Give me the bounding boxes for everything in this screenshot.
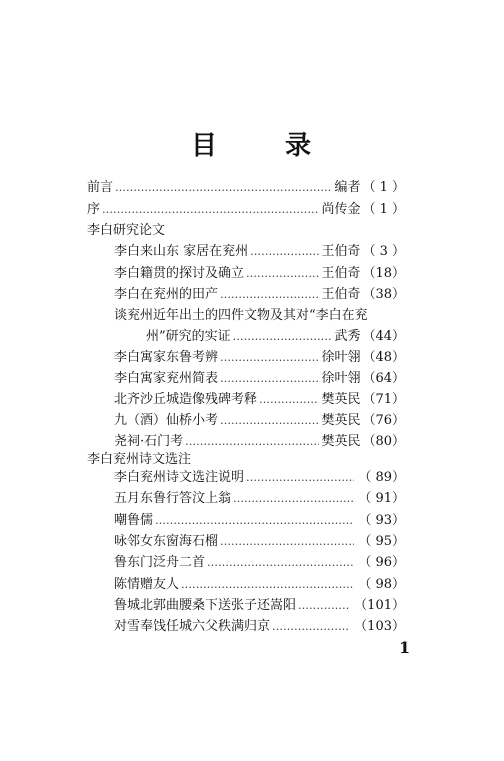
entry-title: 李白寓家东鲁考辨 [114, 350, 219, 365]
leader-dots [220, 371, 319, 387]
entry-title: 尧祠·石门考 [114, 434, 184, 449]
entry-page: （44） [362, 329, 405, 344]
entry-title: 咏邻女东窗海石榴 [114, 534, 219, 549]
toc-entry [114, 413, 405, 429]
toc-entry-foreword [87, 202, 405, 218]
toc-entry [114, 555, 405, 571]
leader-dots [115, 180, 332, 196]
entry-page: （38） [362, 287, 405, 302]
section-heading: 李白兖州诗文选注 [87, 452, 192, 467]
entry-title: 北齐沙丘城造像残碑考释 [114, 392, 258, 407]
toc-entry [114, 350, 405, 366]
leader-dots [220, 350, 319, 366]
leader-dots [246, 470, 354, 486]
toc-entry [114, 491, 405, 507]
leader-dots [220, 413, 319, 429]
entry-title: 前言 [87, 180, 114, 195]
leader-dots [233, 329, 333, 345]
toc-entry [114, 577, 405, 593]
entry-page: （ 89） [358, 470, 405, 485]
entry-page: （64） [362, 371, 405, 386]
entry-page: （ 1 ） [362, 202, 405, 217]
entry-title: 对雪奉饯任城六父秩满归京 [114, 619, 271, 634]
title-char-left: 目 [190, 131, 219, 161]
entry-title: 李白籍贯的探讨及确立 [114, 266, 245, 281]
entry-title: 五月东鲁行答汶上翁 [114, 491, 232, 506]
toc-entry [114, 266, 405, 282]
entry-page: （76） [362, 413, 405, 428]
entry-author: 樊英民 [321, 392, 361, 407]
entry-title: 序 [87, 202, 101, 217]
leader-dots [272, 619, 350, 635]
entry-title: 李白兖州诗文选注说明 [114, 470, 245, 485]
toc-entry [114, 534, 405, 550]
entry-author: 徐叶翎 [321, 350, 361, 365]
entry-title: 嘲鲁儒 [114, 513, 154, 528]
leader-dots [250, 244, 319, 260]
leader-dots [298, 598, 350, 614]
page-title [0, 125, 504, 162]
entry-page: （ 95） [358, 534, 405, 549]
entry-page: （ 91） [358, 491, 405, 506]
entry-author: 尚传金 [321, 202, 361, 217]
leader-dots [246, 266, 319, 282]
entry-title: 陈情赠友人 [114, 577, 180, 592]
leader-dots [220, 534, 354, 550]
toc-entry [114, 371, 405, 387]
entry-author: 樊英民 [321, 413, 361, 428]
leader-dots [155, 513, 354, 529]
title-char-right: 录 [285, 131, 314, 161]
entry-author: 编者 [334, 180, 361, 195]
entry-author: 樊英民 [321, 434, 361, 449]
entry-author: 徐叶翎 [321, 371, 361, 386]
leader-dots [102, 202, 319, 218]
entry-page: （ 1 ） [362, 180, 405, 195]
entry-title: 鲁东门泛舟二首 [114, 555, 206, 570]
entry-page: （ 96） [358, 555, 405, 570]
section-heading: 李白研究论文 [87, 223, 166, 238]
toc-entry [114, 513, 405, 529]
entry-author: 王伯奇 [321, 287, 361, 302]
leader-dots [181, 577, 354, 593]
leader-dots [207, 555, 354, 571]
entry-page: （ 98） [358, 577, 405, 592]
entry-title: 李白寓家兖州简表 [114, 371, 219, 386]
entry-title: 李白来山东 家居在兖州 [114, 244, 249, 259]
entry-page: （48） [362, 350, 405, 365]
entry-page: （18） [362, 266, 405, 281]
entry-title: 李白在兖州的田产 [114, 287, 219, 302]
entry-author: 王伯奇 [321, 244, 361, 259]
toc-entry [114, 434, 405, 450]
entry-title: 九（酒）仙桥小考 [114, 413, 219, 428]
entry-page: （ 3 ） [362, 244, 405, 259]
entry-title: 鲁城北郭曲腰桑下送张子还嵩阳 [114, 598, 297, 613]
toc-entry [146, 329, 405, 345]
toc-entry [114, 598, 405, 614]
toc-entry [114, 392, 405, 408]
entry-author: 王伯奇 [321, 266, 361, 281]
entry-page: （101） [354, 598, 405, 613]
entry-author: 武秀 [334, 329, 361, 344]
entry-title-line2: 州”研究的实证 [146, 329, 231, 344]
leader-dots [259, 392, 319, 408]
entry-page: （ 93） [358, 513, 405, 528]
leader-dots [233, 491, 354, 507]
toc-entry [114, 470, 405, 486]
entry-title-line1: 谈兖州近年出土的四件文物及其对“李白在兖 [114, 308, 368, 323]
toc-entry [114, 244, 405, 260]
entry-page: （71） [362, 392, 405, 407]
leader-dots [185, 434, 319, 450]
toc-entry [114, 619, 405, 635]
toc-entry-preface [87, 180, 405, 196]
toc-entry [114, 287, 405, 303]
page-number: 1 [399, 638, 411, 657]
entry-page: （103） [354, 619, 405, 634]
leader-dots [220, 287, 319, 303]
entry-page: （80） [362, 434, 405, 449]
